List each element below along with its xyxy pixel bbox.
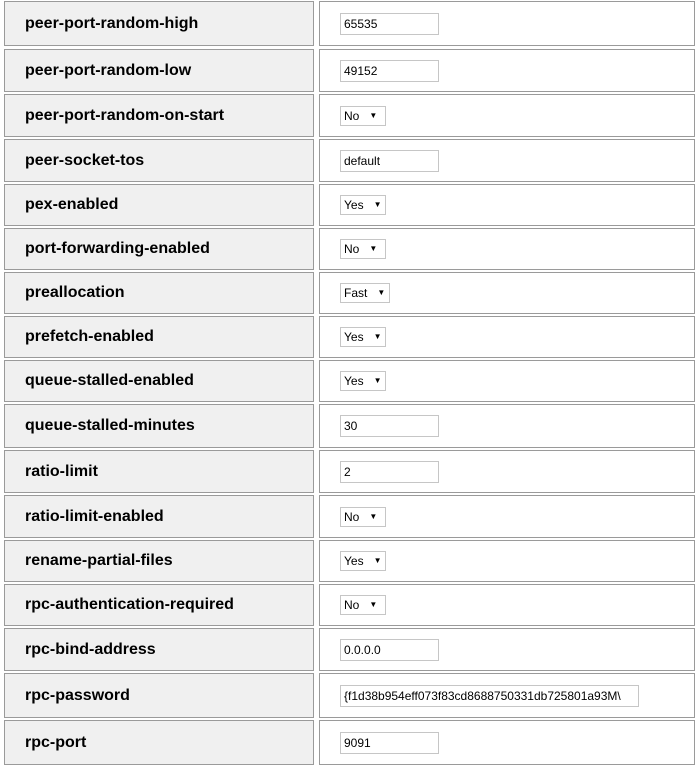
- setting-name-cell: [4, 94, 314, 137]
- setting-value-cell: [319, 720, 695, 765]
- chevron-down-icon: ▼: [377, 288, 386, 297]
- setting-name-cell: [4, 584, 314, 626]
- setting-label: port-forwarding-enabled: [25, 240, 210, 257]
- setting-label: preallocation: [25, 284, 125, 301]
- setting-name-cell: [4, 272, 314, 314]
- port-forwarding-enabled-select[interactable]: [340, 239, 386, 259]
- setting-label: rpc-password: [25, 686, 130, 704]
- rpc-bind-address-input[interactable]: [340, 639, 439, 661]
- setting-label: prefetch-enabled: [25, 328, 154, 345]
- ratio-limit-input[interactable]: [340, 461, 439, 483]
- setting-row-rename-partial-files: [0, 540, 698, 582]
- setting-label: rpc-authentication-required: [25, 596, 234, 613]
- setting-label: peer-port-random-on-start: [25, 106, 225, 124]
- setting-row-ratio-limit-enabled: [0, 495, 698, 538]
- setting-value-cell: [319, 360, 695, 402]
- chevron-down-icon: ▼: [369, 600, 378, 609]
- setting-name-cell: [4, 1, 314, 46]
- setting-label: peer-port-random-high: [25, 14, 199, 32]
- select-value: No: [344, 509, 360, 524]
- queue-stalled-enabled-select[interactable]: [340, 371, 386, 391]
- setting-row-rpc-authentication-required: [0, 584, 698, 626]
- setting-value-cell: [319, 184, 695, 226]
- peer-port-random-low-input[interactable]: [340, 60, 439, 82]
- setting-value-cell: [319, 450, 695, 493]
- setting-name-cell: [4, 184, 314, 226]
- select-value: Yes: [344, 374, 364, 388]
- select-value: Yes: [344, 198, 364, 212]
- rename-partial-files-select[interactable]: [340, 551, 386, 571]
- rpc-password-input[interactable]: [340, 685, 639, 707]
- setting-label: peer-socket-tos: [25, 151, 145, 169]
- setting-row-peer-socket-tos: [0, 139, 698, 182]
- preallocation-select[interactable]: [340, 283, 390, 303]
- setting-value-cell: [319, 94, 695, 137]
- setting-label: ratio-limit-enabled: [25, 507, 164, 525]
- setting-label: peer-port-random-low: [25, 61, 192, 79]
- chevron-down-icon: ▼: [373, 332, 382, 341]
- peer-port-random-on-start-select[interactable]: [340, 106, 386, 126]
- setting-name-cell: [4, 316, 314, 358]
- setting-row-ratio-limit: [0, 450, 698, 493]
- setting-name-cell: [4, 228, 314, 270]
- setting-value-cell: [319, 316, 695, 358]
- rpc-authentication-required-select[interactable]: [340, 595, 386, 615]
- setting-label: rpc-bind-address: [25, 640, 156, 658]
- setting-label: rpc-port: [25, 733, 87, 751]
- setting-name-cell: [4, 450, 314, 493]
- setting-value-cell: [319, 404, 695, 448]
- chevron-down-icon: ▼: [373, 376, 382, 385]
- peer-port-random-high-input[interactable]: [340, 13, 439, 35]
- setting-label: pex-enabled: [25, 196, 119, 213]
- setting-value-cell: [319, 272, 695, 314]
- chevron-down-icon: ▼: [373, 556, 382, 565]
- rpc-port-input[interactable]: [340, 732, 439, 754]
- setting-name-cell: [4, 628, 314, 671]
- setting-name-cell: [4, 540, 314, 582]
- peer-socket-tos-input[interactable]: [340, 150, 439, 172]
- setting-value-cell: [319, 49, 695, 92]
- setting-row-rpc-password: [0, 673, 698, 718]
- setting-label: queue-stalled-minutes: [25, 417, 195, 434]
- queue-stalled-minutes-input[interactable]: [340, 415, 439, 437]
- select-value: No: [344, 108, 360, 123]
- setting-row-rpc-bind-address: [0, 628, 698, 671]
- chevron-down-icon: ▼: [369, 110, 378, 120]
- chevron-down-icon: ▼: [373, 200, 382, 209]
- setting-value-cell: [319, 228, 695, 270]
- setting-row-rpc-port: [0, 720, 698, 765]
- setting-label: queue-stalled-enabled: [25, 372, 194, 389]
- select-value: Fast: [344, 286, 368, 300]
- select-value: Yes: [344, 554, 364, 568]
- setting-label: ratio-limit: [25, 462, 98, 480]
- prefetch-enabled-select[interactable]: [340, 327, 386, 347]
- setting-value-cell: [319, 673, 695, 718]
- setting-value-cell: [319, 1, 695, 46]
- setting-value-cell: [319, 540, 695, 582]
- setting-name-cell: [4, 360, 314, 402]
- setting-row-port-forwarding-enabled: [0, 228, 698, 270]
- setting-name-cell: [4, 673, 314, 718]
- chevron-down-icon: ▼: [369, 511, 378, 521]
- setting-name-cell: [4, 49, 314, 92]
- setting-value-cell: [319, 628, 695, 671]
- setting-row-peer-port-random-low: [0, 49, 698, 92]
- setting-value-cell: [319, 584, 695, 626]
- ratio-limit-enabled-select[interactable]: [340, 507, 386, 527]
- setting-row-pex-enabled: [0, 184, 698, 226]
- setting-name-cell: [4, 495, 314, 538]
- setting-row-preallocation: [0, 272, 698, 314]
- setting-value-cell: [319, 139, 695, 182]
- setting-name-cell: [4, 404, 314, 448]
- select-value: Yes: [344, 330, 364, 344]
- setting-label: rename-partial-files: [25, 552, 173, 569]
- setting-row-prefetch-enabled: [0, 316, 698, 358]
- setting-row-queue-stalled-minutes: [0, 404, 698, 448]
- setting-value-cell: [319, 495, 695, 538]
- select-value: No: [344, 242, 360, 256]
- setting-row-peer-port-random-on-start: [0, 94, 698, 137]
- setting-row-queue-stalled-enabled: [0, 360, 698, 402]
- setting-name-cell: [4, 720, 314, 765]
- pex-enabled-select[interactable]: [340, 195, 386, 215]
- chevron-down-icon: ▼: [369, 244, 378, 253]
- setting-row-peer-port-random-high: [0, 1, 698, 46]
- select-value: No: [344, 598, 360, 612]
- setting-name-cell: [4, 139, 314, 182]
